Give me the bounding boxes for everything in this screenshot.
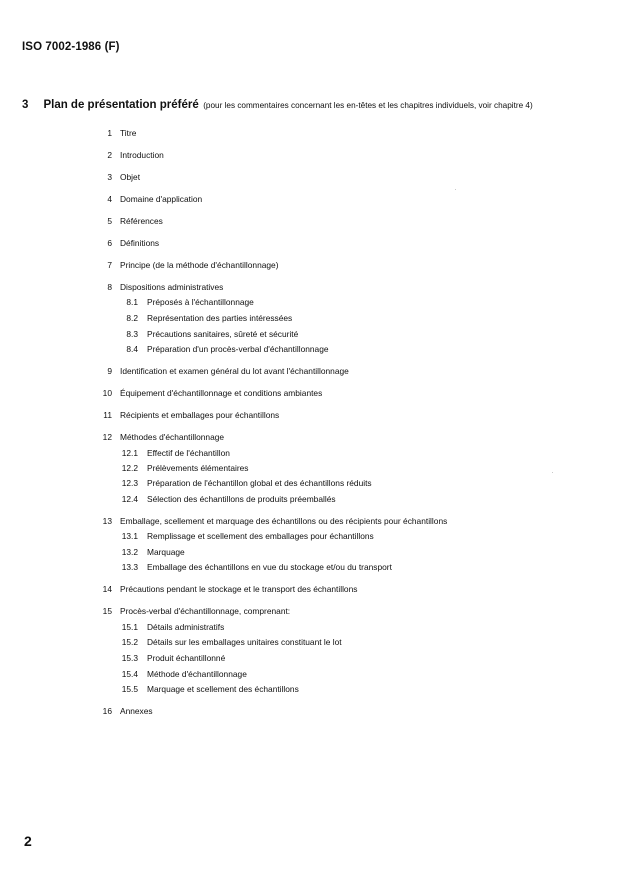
- toc-title: Principe (de la méthode d'échantillonnage): [120, 260, 279, 270]
- section-title: Plan de présentation préféré: [43, 99, 199, 111]
- toc-title: Procès-verbal d'échantillonnage, comprenant:: [120, 606, 291, 616]
- toc-title: Prélèvements élémentaires: [147, 463, 249, 473]
- toc-title: Précautions pendant le stockage et le transport des échantillons: [120, 584, 358, 594]
- toc-number: 12: [102, 432, 112, 442]
- toc-title: Produit échantillonné: [147, 653, 226, 663]
- toc-title: Récipients et emballages pour échantillons: [120, 410, 280, 420]
- toc-title: Préposés à l'échantillonnage: [147, 297, 254, 307]
- toc-number: 2: [107, 150, 112, 160]
- toc-number: 15.2: [121, 637, 138, 647]
- toc-number: 15.5: [121, 684, 138, 694]
- toc-title: Méthodes d'échantillonnage: [120, 432, 225, 442]
- toc-title: Détails sur les emballages unitaires constituant le lot: [147, 637, 342, 647]
- toc-title: Préparation de l'échantillon global et des échantillons réduits: [147, 478, 372, 488]
- toc-number: 9: [107, 366, 112, 376]
- page-number: 2: [24, 833, 32, 849]
- toc-title: Méthode d'échantillonnage: [147, 669, 247, 679]
- toc-number: 13.3: [121, 562, 138, 572]
- toc-title: Introduction: [120, 150, 164, 160]
- toc-title: Préparation d'un procès-verbal d'échantillonnage: [147, 344, 329, 354]
- toc-number: 8.3: [126, 329, 138, 339]
- toc-number: 6: [107, 238, 112, 248]
- toc-title: Références: [120, 216, 163, 226]
- toc-number: 12.3: [121, 478, 138, 488]
- scan-speck: [552, 472, 553, 473]
- section-note: (pour les commentaires concernant les en-têtes et les chapitres individuels, voir chapitre 4): [203, 101, 533, 110]
- toc-title: Objet: [120, 172, 141, 182]
- toc-number: 15.3: [121, 653, 138, 663]
- toc-title: Identification et examen général du lot avant l'échantillonnage: [120, 366, 349, 376]
- section-number: 3: [22, 99, 29, 111]
- toc-number: 8.1: [126, 297, 138, 307]
- toc-number: 12.2: [121, 463, 138, 473]
- toc-title: Annexes: [120, 706, 153, 716]
- toc-number: 3: [107, 172, 112, 182]
- toc-number: 13: [102, 516, 112, 526]
- toc-number: 12.1: [121, 448, 138, 458]
- toc-title: Emballage des échantillons en vue du stockage et/ou du transport: [147, 562, 392, 572]
- toc-number: 15.4: [121, 669, 138, 679]
- toc-title: Détails administratifs: [147, 622, 225, 632]
- toc-title: Définitions: [120, 238, 160, 248]
- toc-number: 5: [107, 216, 112, 226]
- toc-number: 4: [107, 194, 112, 204]
- toc-number: 13.2: [121, 547, 138, 557]
- toc-title: Remplissage et scellement des emballages pour échantillons: [147, 531, 374, 541]
- toc-number: 11: [103, 410, 112, 420]
- toc-number: 12.4: [121, 494, 138, 504]
- toc-number: 16: [102, 706, 112, 716]
- toc-title: Représentation des parties intéressées: [147, 313, 293, 323]
- toc-title: Équipement d'échantillonnage et conditions ambiantes: [120, 388, 323, 398]
- toc-number: 7: [107, 260, 112, 270]
- toc-title: Domaine d'application: [120, 194, 203, 204]
- toc-title: Précautions sanitaires, sûreté et sécurité: [147, 329, 299, 339]
- scan-speck: [455, 189, 456, 190]
- toc-title: Marquage et scellement des échantillons: [147, 684, 299, 694]
- toc-number: 1: [107, 128, 112, 138]
- toc-title: Dispositions administratives: [120, 282, 224, 292]
- toc-title: Effectif de l'échantillon: [147, 448, 230, 458]
- toc-number: 10: [102, 388, 112, 398]
- toc-number: 15: [102, 606, 112, 616]
- toc-number: 14: [102, 584, 112, 594]
- toc-title: Marquage: [147, 547, 185, 557]
- toc-number: 8.4: [126, 344, 138, 354]
- toc-number: 8.2: [126, 313, 138, 323]
- toc-number: 8: [107, 282, 112, 292]
- toc-title: Sélection des échantillons de produits préemballés: [147, 494, 336, 504]
- toc-number: 15.1: [121, 622, 138, 632]
- toc-number: 13.1: [121, 531, 138, 541]
- toc-title: Titre: [120, 128, 137, 138]
- toc-title: Emballage, scellement et marquage des échantillons ou des récipients pour échantillons: [120, 516, 448, 526]
- document-header: ISO 7002-1986 (F): [22, 41, 120, 53]
